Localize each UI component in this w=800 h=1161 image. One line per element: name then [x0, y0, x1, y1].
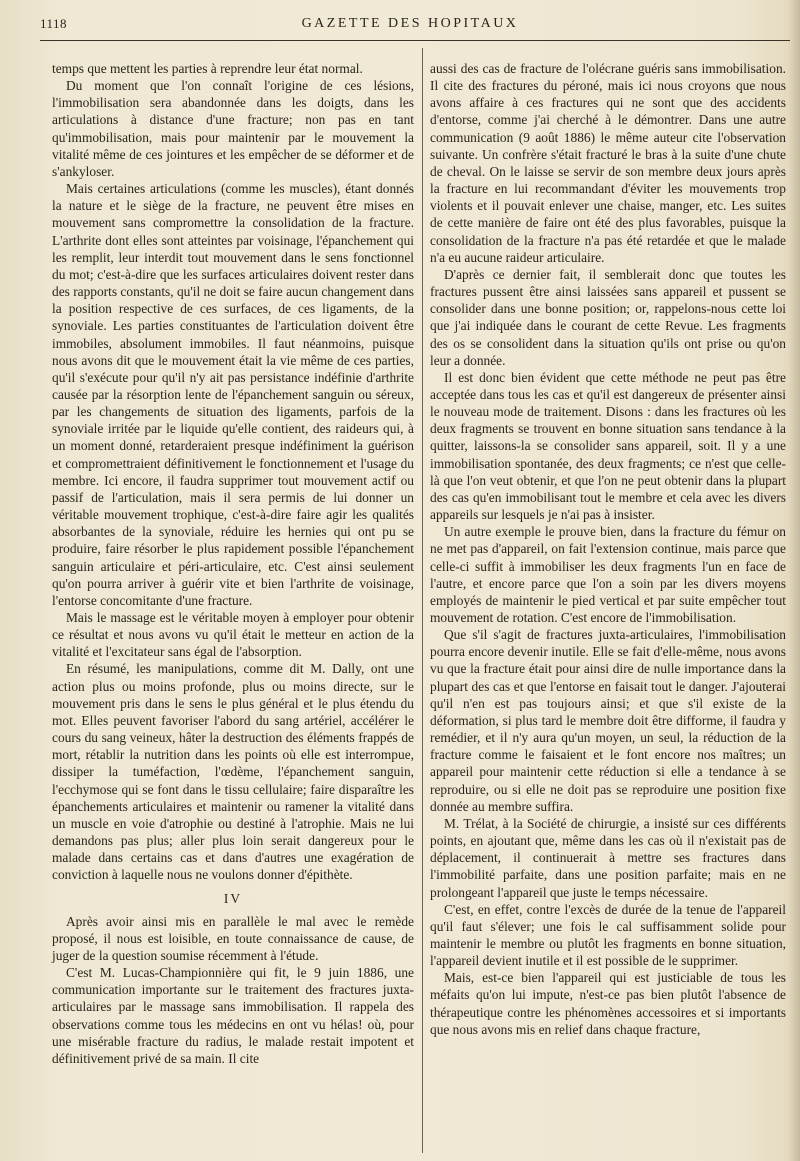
paragraph: D'après ce dernier fait, il semblerait donc que toutes les fractures pussent être ainsi laissées sans appareil et pussent se consolider dans une bonne position; or, rappelons-nous cette loi que j'ai indiquée dans le courant de cette Revue. Les fragments des os se consolident dans la situation qu'ils ont prise ou qu'on leur a donnée. — [430, 266, 786, 368]
paragraph: aussi des cas de fracture de l'olécrane guéris sans immobilisation. Il cite des fractures du péroné, mais ici nous croyons que nous avons affaire à ces fractures qui ne sont que des accidents d'entorse, comme j'ai cherché à le démontrer. Dans une autre communication (9 août 1886) le même auteur cite l'observation suivante. Un confrère s'était fracturé le bras à la suite d'une chute de cheval. On le laisse se servir de son membre deux jours après la fracture en lui recommandant d'éviter les mouvements trop violents et il pouvait enlever une chaise, manger, etc. Les suites de cette manière de faire ont été des plus favorables, puisque la consolidation de la fracture n'a pas été retardée et que le malade n'a eu aucune raideur articulaire. — [430, 61, 786, 265]
column-divider — [422, 48, 423, 1153]
paragraph: temps que mettent les parties à reprendre leur état normal. — [52, 61, 363, 76]
header-rule — [40, 40, 790, 41]
paragraph: Du moment que l'on connaît l'origine de ces lésions, l'immobilisation sera abandonnée dans les doigts, dans les articulations à distance d'une fracture; non pas en tant qu'immobilisation, mais pour maintenir par le mouvement la vitalité même de ces jointures et les empêcher de se déformer et de s'ankyloser. — [52, 78, 414, 179]
paragraph: M. Trélat, à la Société de chirurgie, a insisté sur ces différents points, en ajoutant que, même dans les cas où il n'existait pas de déplacement, il continuerait à mettre ses fractures dans l'immobilité parfaite, dans une position parfaite; mais en ne prolongeant l'appareil que juste le temps nécessaire. — [430, 815, 786, 900]
paragraph: En résumé, les manipulations, comme dit M. Dally, ont une action plus ou moins profonde, plus ou moins directe, sur le mouvement pris dans le sens le plus général et le plus étendu du mot. Elles peuvent favoriser l'abord du sang artériel, accélérer le cours du sang veineux, hâter la destruction des éléments frappés de mort, rétablir la nutrition dans les points où elle est interrompue, dissiper la tuméfaction, l'œdème, l'épanchement sanguin, l'ecchymose qui se font dans le tissu cellulaire; faire disparaître les épanchements articulaires et maintenir ou ramener la vitalité dans un muscle en voie d'atrophie ou destiné à l'atrophie. Mais ne lui demandons pas plus; aller plus loin serait dangereux pour le malade dans certains cas et dans d'autres une exagération de conviction à laquelle nous ne voulons donner d'épithète. — [52, 661, 414, 883]
paragraph: Mais le massage est le véritable moyen à employer pour obtenir ce résultat et nous avons vu qu'il était le metteur en action de la vitalité et l'excitateur sans égal de l'absorption. — [52, 610, 414, 660]
paragraph: Mais, est-ce bien l'appareil qui est justiciable de tous les méfaits qu'on lui impute, n'est-ce pas bien plutôt l'absence de thérapeutique contre les phénomènes accessoires et si importants que nous avons mis en relief dans chaque fracture, — [430, 970, 786, 1037]
right-column — [430, 60, 786, 1038]
page-edge-shadow — [788, 0, 800, 1161]
paragraph: Mais certaines articulations (comme les muscles), étant donnés la nature et le siège de la fracture, ne peuvent être mises en mouvement sans compromettre la consolidation de la fracture. L'arthrite dont elles sont atteintes par voisinage, l'épanchement qui les remplit, leur interdit tout mouvement dans le sens fonctionnel du mot; c'est-à-dire que les surfaces articulaires doivent rester dans des rapports constants, qu'il ne doit se faire aucun changement dans la position respective de ces surfaces, de ces ligaments, de la synoviale. Les parties constituantes de l'articulation doivent être immobiles, absolument immobiles. Il faut néanmoins, puisque nous avons dit que le mouvement était la vie même de ces parties, qu'il s'exécute pour qu'il n'y ait pas persistance indéfinie d'arthrite causée par la résorption lente de l'épanchement sanguin ou séreux, par les changements de situation des ligaments, parfois de la synoviale irritée par le liquide qu'elle contient, des raideurs qui, à un moment donné, retarderaient presque indéfiniment la guérison et compromettraient définitivement le fonctionnement et l'usage du membre. Ici encore, il faudra supprimer tout mouvement actif ou passif de l'articulation, mais il sera permis de lui donner un véritable mouvement trophique, c'est-à-dire faire agir les qualités absorbantes de la synoviale, réduire les hernies qui ont pu se produire, faire résorber le plus rapidement possible l'épanchement sanguin articulaire et péri-articulaire, etc. C'est ainsi seulement qu'on pourra arriver à guérir vite et bien l'arthrite de voisinage, l'entorse concomitante d'une fracture. — [52, 181, 414, 608]
page-number: 1118 — [40, 16, 68, 31]
section-heading: IV — [223, 890, 243, 906]
paragraph: Un autre exemple le prouve bien, dans la fracture du fémur on ne met pas d'appareil, on fait l'extension continue, mais parce que celle-ci suffit à immobiliser les deux fragments l'un en face de l'autre, et encore parce que l'on a soin par les divers moyens employés de maintenir le pied vertical et par suite empêcher tout mouvement de rotation. C'est encore de l'immobilisation. — [430, 524, 786, 625]
paragraph: C'est M. Lucas-Championnière qui fit, le 9 juin 1886, une communication importante sur le traitement des fractures juxta-articulaires par le massage sans immobilisation. Il rappela des observations comme tous les médecins en ont vu hélas! où, pour une misérable fracture du radius, le malade restait impotent et définitivement privé de sa main. Il cite — [52, 965, 414, 1066]
paragraph: Que s'il s'agit de fractures juxta-articulaires, l'immobilisation pourra encore devenir inutile. Elle se fait d'elle-même, nous avons vu que la fracture était pour ainsi dire de nulle importance dans la plupart des cas et que l'entorse en faisait tout le danger. J'ajouterai qu'il n'en est pas toujours ainsi; et que s'il existe de la déformation, si plus tard le membre doit être difforme, il faudra y remédier, et il n'y aura qu'un moyen, un seul, la réduction de la fracture comme le faisaient et le font encore nos maîtres; un appareil pour maintenir cette réduction si elle a tendance à se reproduire, ou si elle ne doit pas se reproduire une position fixe donnée au membre suffira. — [430, 627, 786, 814]
paragraph: Après avoir ainsi mis en parallèle le mal avec le remède proposé, il nous est loisible, en toute connaissance de cause, de juger de la question soumise récemment à l'étude. — [52, 913, 414, 963]
paragraph: Il est donc bien évident que cette méthode ne peut pas être acceptée dans tous les cas et qu'il est dangereux de présenter ainsi le nouveau mode de traitement. Disons : dans les fractures où les deux fragments se trouvent en bonne situation sans tendance à la quitter, laissons-la se consolider sans appareil, soit. Il y a une immobilisation spontanée, des deux fragments; ce n'est que celle-là que l'on veut obtenir, et que l'on ne peut obtenir dans la plupart des cas qu'en immobilisant tout le membre et cela avec les divers appareils sur lesquels je n'ai pas à insister. — [430, 369, 786, 523]
left-column — [52, 60, 414, 1067]
journal-title: GAZETTE DES HOPITAUX — [301, 16, 519, 31]
paragraph: C'est, en effet, contre l'excès de durée de la tenue de l'appareil qu'il faut s'élever; une fois le cal suffisamment solide pour maintenir le membre ou plutôt les fragments en bonne situation, l'appareil devient inutile et il est possible de le supprimer. — [430, 901, 786, 969]
page-header — [40, 14, 780, 38]
